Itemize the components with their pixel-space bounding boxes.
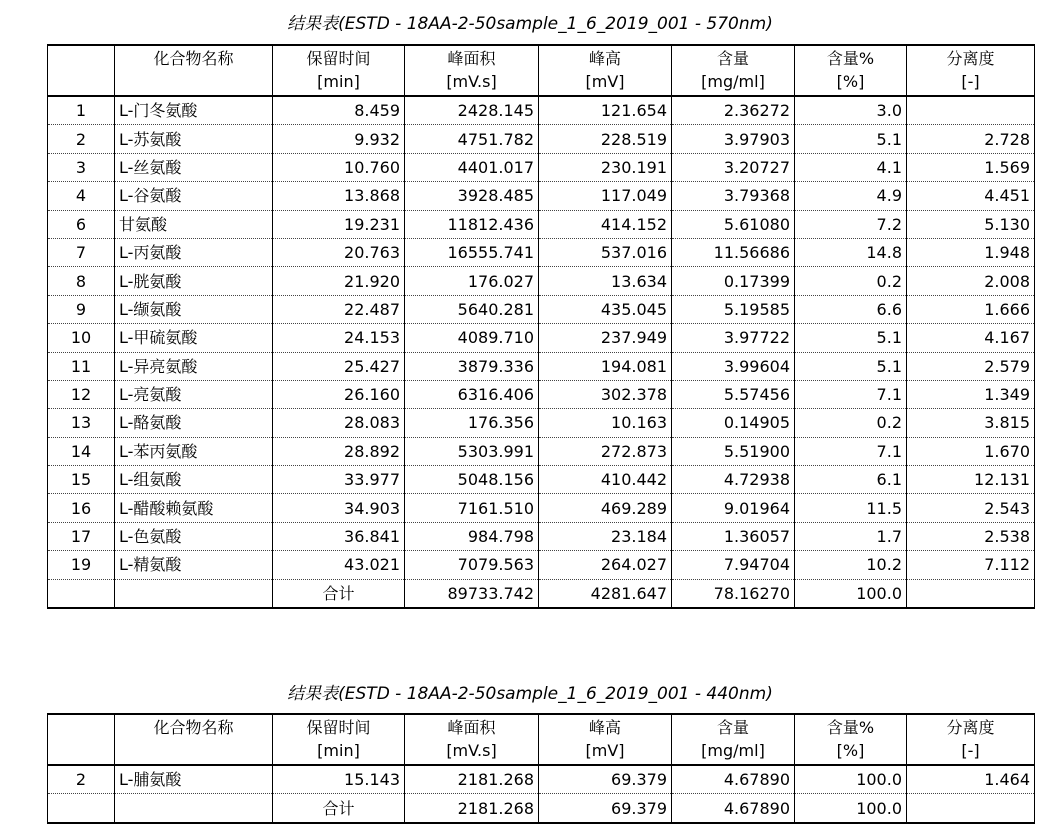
cell-content: 3.20727: [672, 153, 795, 181]
cell-resolution: 7.112: [907, 551, 1035, 579]
cell-peak-area: 7161.510: [405, 494, 539, 522]
cell-peak-height: 410.442: [539, 466, 672, 494]
cell-peak-height: 117.049: [539, 182, 672, 210]
header-compound-name-line2: [119, 739, 268, 762]
cell-retention-time: 20.763: [273, 238, 405, 266]
cell-retention-time: 15.143: [273, 765, 405, 794]
cell-row-id: 10: [48, 324, 115, 352]
header-resolution-line1: 分离度: [946, 49, 995, 68]
cell-resolution: 5.130: [907, 210, 1035, 238]
total-height: 69.379: [539, 794, 672, 823]
cell-resolution: 12.131: [907, 466, 1035, 494]
table-row: [48, 267, 1035, 295]
cell-compound-name: L-丝氨酸: [115, 153, 273, 181]
header-content: [672, 714, 795, 765]
cell-retention-time: 28.892: [273, 437, 405, 465]
table-title-570nm: 结果表(ESTD - 18AA-2-50sample_1_6_2019_001 - 570nm): [287, 14, 773, 34]
cell-peak-area: 176.027: [405, 267, 539, 295]
header-peak-area-line1: 峰面积: [447, 718, 496, 737]
cell-compound-name: L-醋酸赖氨酸: [115, 494, 273, 522]
cell-peak-height: 228.519: [539, 125, 672, 153]
table-row: [48, 125, 1035, 153]
cell-retention-time: 25.427: [273, 352, 405, 380]
cell-content: 3.99604: [672, 352, 795, 380]
total-percent: 100.0: [795, 579, 907, 608]
header-peak-height: [539, 714, 672, 765]
cell-peak-height: 13.634: [539, 267, 672, 295]
header-peak-height-line2: [mV]: [585, 741, 625, 760]
cell-content-percent: 11.5: [795, 494, 907, 522]
cell-compound-name: L-门冬氨酸: [115, 96, 273, 125]
cell-resolution: 2.538: [907, 522, 1035, 550]
cell-peak-height: 414.152: [539, 210, 672, 238]
header-retention-time: [273, 45, 405, 96]
cell-content: 1.36057: [672, 522, 795, 550]
table-row: [48, 182, 1035, 210]
cell-retention-time: 33.977: [273, 466, 405, 494]
cell-content-percent: 3.0: [795, 96, 907, 125]
cell-row-id: 7: [48, 238, 115, 266]
header-retention-time-line2: [min]: [317, 72, 360, 91]
table-row: [48, 522, 1035, 550]
cell-peak-area: 2428.145: [405, 96, 539, 125]
cell-content: 5.57456: [672, 380, 795, 408]
cell-empty: [48, 794, 115, 823]
table-row: [48, 765, 1035, 794]
cell-retention-time: 26.160: [273, 380, 405, 408]
table-row: [48, 324, 1035, 352]
table-row: [48, 380, 1035, 408]
cell-peak-height: 194.081: [539, 352, 672, 380]
header-content-line1: 含量: [716, 49, 749, 68]
cell-compound-name: L-苏氨酸: [115, 125, 273, 153]
cell-compound-name: L-谷氨酸: [115, 182, 273, 210]
cell-peak-height: 469.289: [539, 494, 672, 522]
header-content: [672, 45, 795, 96]
cell-peak-height: 272.873: [539, 437, 672, 465]
cell-empty: [115, 794, 273, 823]
header-peak-height: [539, 45, 672, 96]
cell-retention-time: 21.920: [273, 267, 405, 295]
header-peak-height-line2: [mV]: [585, 72, 625, 91]
cell-content-percent: 4.1: [795, 153, 907, 181]
cell-row-id: 2: [48, 765, 115, 794]
total-percent: 100.0: [795, 794, 907, 823]
header-row-id-line1: [52, 47, 110, 70]
cell-resolution: 1.349: [907, 380, 1035, 408]
header-content-line2: [mg/ml]: [701, 72, 765, 91]
cell-peak-area: 4751.782: [405, 125, 539, 153]
header-compound-name-line2: [119, 70, 268, 93]
header-resolution-line2: [-]: [961, 72, 980, 91]
cell-resolution: 4.451: [907, 182, 1035, 210]
header-peak-height-line1: 峰高: [588, 718, 621, 737]
cell-compound-name: L-亮氨酸: [115, 380, 273, 408]
table-row: [48, 96, 1035, 125]
cell-compound-name: L-异亮氨酸: [115, 352, 273, 380]
table-row: [48, 494, 1035, 522]
cell-content-percent: 10.2: [795, 551, 907, 579]
total-row: [48, 579, 1035, 608]
header-peak-area: [405, 714, 539, 765]
cell-empty: [48, 579, 115, 608]
cell-resolution: 1.948: [907, 238, 1035, 266]
cell-resolution: 1.670: [907, 437, 1035, 465]
cell-peak-area: 4089.710: [405, 324, 539, 352]
cell-row-id: 3: [48, 153, 115, 181]
cell-content: 9.01964: [672, 494, 795, 522]
cell-content: 7.94704: [672, 551, 795, 579]
header-retention-time: [273, 714, 405, 765]
table-row: [48, 551, 1035, 579]
cell-resolution: 2.728: [907, 125, 1035, 153]
cell-content-percent: 100.0: [795, 765, 907, 794]
cell-content-percent: 14.8: [795, 238, 907, 266]
cell-compound-name: 甘氨酸: [115, 210, 273, 238]
cell-compound-name: L-脯氨酸: [115, 765, 273, 794]
cell-retention-time: 28.083: [273, 409, 405, 437]
cell-peak-area: 7079.563: [405, 551, 539, 579]
cell-row-id: 16: [48, 494, 115, 522]
cell-peak-area: 984.798: [405, 522, 539, 550]
cell-content: 3.97722: [672, 324, 795, 352]
cell-peak-area: 5303.991: [405, 437, 539, 465]
cell-peak-height: 69.379: [539, 765, 672, 794]
cell-peak-height: 10.163: [539, 409, 672, 437]
table-row: [48, 409, 1035, 437]
cell-compound-name: L-缬氨酸: [115, 295, 273, 323]
cell-retention-time: 36.841: [273, 522, 405, 550]
cell-peak-area: 4401.017: [405, 153, 539, 181]
cell-peak-area: 6316.406: [405, 380, 539, 408]
cell-peak-height: 23.184: [539, 522, 672, 550]
cell-content: 11.56686: [672, 238, 795, 266]
header-resolution: [907, 714, 1035, 765]
cell-row-id: 2: [48, 125, 115, 153]
cell-compound-name: L-胱氨酸: [115, 267, 273, 295]
cell-content-percent: 5.1: [795, 324, 907, 352]
cell-retention-time: 9.932: [273, 125, 405, 153]
header-retention-time-line1: 保留时间: [306, 718, 371, 737]
header-retention-time-line2: [min]: [317, 741, 360, 760]
cell-retention-time: 19.231: [273, 210, 405, 238]
cell-retention-time: 34.903: [273, 494, 405, 522]
cell-peak-height: 537.016: [539, 238, 672, 266]
total-content: 78.16270: [672, 579, 795, 608]
cell-peak-height: 435.045: [539, 295, 672, 323]
cell-resolution: 1.464: [907, 765, 1035, 794]
cell-resolution: [907, 96, 1035, 125]
header-compound-name: [115, 45, 273, 96]
cell-peak-area: 3879.336: [405, 352, 539, 380]
cell-compound-name: L-丙氨酸: [115, 238, 273, 266]
header-resolution-line1: 分离度: [946, 718, 995, 737]
cell-content: 4.67890: [672, 765, 795, 794]
cell-content-percent: 6.6: [795, 295, 907, 323]
header-peak-area-line1: 峰面积: [447, 49, 496, 68]
total-area: 89733.742: [405, 579, 539, 608]
cell-content-percent: 6.1: [795, 466, 907, 494]
header-row-id-line2: [52, 739, 110, 762]
header-row-id-line2: [52, 70, 110, 93]
table-title-440nm: 结果表(ESTD - 18AA-2-50sample_1_6_2019_001 - 440nm): [287, 684, 773, 704]
cell-content-percent: 5.1: [795, 125, 907, 153]
cell-content: 2.36272: [672, 96, 795, 125]
cell-peak-height: 237.949: [539, 324, 672, 352]
header-content-percent: [795, 714, 907, 765]
header-resolution: [907, 45, 1035, 96]
header-compound-name-line1: 化合物名称: [153, 49, 234, 68]
total-label: 合计: [273, 794, 405, 823]
header-compound-name-line1: 化合物名称: [153, 718, 234, 737]
cell-row-id: 17: [48, 522, 115, 550]
table-row: [48, 352, 1035, 380]
header-retention-time-line1: 保留时间: [306, 49, 371, 68]
cell-peak-area: 2181.268: [405, 765, 539, 794]
cell-peak-area: 176.356: [405, 409, 539, 437]
table-row: [48, 437, 1035, 465]
header-compound-name: [115, 714, 273, 765]
cell-compound-name: L-组氨酸: [115, 466, 273, 494]
cell-peak-height: 264.027: [539, 551, 672, 579]
cell-row-id: 14: [48, 437, 115, 465]
cell-row-id: 6: [48, 210, 115, 238]
header-content-percent-line2: [%]: [836, 72, 865, 91]
cell-row-id: 19: [48, 551, 115, 579]
cell-resolution: 1.666: [907, 295, 1035, 323]
cell-content: 5.51900: [672, 437, 795, 465]
cell-retention-time: 22.487: [273, 295, 405, 323]
header-row: [48, 714, 1035, 765]
header-resolution-line2: [-]: [961, 741, 980, 760]
cell-peak-area: 3928.485: [405, 182, 539, 210]
cell-content: 4.72938: [672, 466, 795, 494]
header-content-percent-line2: [%]: [836, 741, 865, 760]
cell-peak-area: 11812.436: [405, 210, 539, 238]
header-content-percent: [795, 45, 907, 96]
cell-empty: [907, 579, 1035, 608]
header-row-id-line1: [52, 716, 110, 739]
cell-retention-time: 8.459: [273, 96, 405, 125]
cell-content: 3.97903: [672, 125, 795, 153]
cell-row-id: 13: [48, 409, 115, 437]
header-row: [48, 45, 1035, 96]
cell-compound-name: L-色氨酸: [115, 522, 273, 550]
cell-content-percent: 1.7: [795, 522, 907, 550]
cell-retention-time: 43.021: [273, 551, 405, 579]
cell-row-id: 1: [48, 96, 115, 125]
cell-row-id: 4: [48, 182, 115, 210]
cell-peak-area: 16555.741: [405, 238, 539, 266]
cell-compound-name: L-精氨酸: [115, 551, 273, 579]
header-content-percent-line1: 含量%: [826, 718, 875, 737]
header-row-id: [48, 45, 115, 96]
total-row: [48, 794, 1035, 823]
cell-peak-height: 302.378: [539, 380, 672, 408]
cell-resolution: 4.167: [907, 324, 1035, 352]
cell-content: 0.17399: [672, 267, 795, 295]
cell-peak-area: 5048.156: [405, 466, 539, 494]
cell-content-percent: 7.1: [795, 380, 907, 408]
total-height: 4281.647: [539, 579, 672, 608]
table-row: [48, 210, 1035, 238]
header-peak-area-line2: [mV.s]: [446, 741, 497, 760]
cell-content-percent: 5.1: [795, 352, 907, 380]
cell-retention-time: 13.868: [273, 182, 405, 210]
results-table-570nm: [47, 44, 1035, 609]
cell-resolution: 2.008: [907, 267, 1035, 295]
header-peak-area-line2: [mV.s]: [446, 72, 497, 91]
header-peak-height-line1: 峰高: [588, 49, 621, 68]
table-row: [48, 238, 1035, 266]
total-label: 合计: [273, 579, 405, 608]
cell-resolution: 1.569: [907, 153, 1035, 181]
cell-content: 5.61080: [672, 210, 795, 238]
cell-empty: [907, 794, 1035, 823]
cell-compound-name: L-苯丙氨酸: [115, 437, 273, 465]
cell-peak-height: 230.191: [539, 153, 672, 181]
header-peak-area: [405, 45, 539, 96]
cell-retention-time: 24.153: [273, 324, 405, 352]
cell-row-id: 8: [48, 267, 115, 295]
cell-compound-name: L-酪氨酸: [115, 409, 273, 437]
cell-content-percent: 0.2: [795, 409, 907, 437]
cell-resolution: 3.815: [907, 409, 1035, 437]
cell-peak-height: 121.654: [539, 96, 672, 125]
cell-empty: [115, 579, 273, 608]
cell-content-percent: 0.2: [795, 267, 907, 295]
results-table-440nm: [47, 713, 1035, 824]
cell-retention-time: 10.760: [273, 153, 405, 181]
cell-content: 5.19585: [672, 295, 795, 323]
header-content-percent-line1: 含量%: [826, 49, 875, 68]
cell-row-id: 9: [48, 295, 115, 323]
table-row: [48, 153, 1035, 181]
table-row: [48, 466, 1035, 494]
cell-row-id: 15: [48, 466, 115, 494]
cell-peak-area: 5640.281: [405, 295, 539, 323]
cell-content: 0.14905: [672, 409, 795, 437]
cell-resolution: 2.543: [907, 494, 1035, 522]
cell-content-percent: 4.9: [795, 182, 907, 210]
table-row: [48, 295, 1035, 323]
header-content-line1: 含量: [716, 718, 749, 737]
cell-compound-name: L-甲硫氨酸: [115, 324, 273, 352]
cell-resolution: 2.579: [907, 352, 1035, 380]
cell-content-percent: 7.1: [795, 437, 907, 465]
total-content: 4.67890: [672, 794, 795, 823]
cell-content-percent: 7.2: [795, 210, 907, 238]
cell-content: 3.79368: [672, 182, 795, 210]
header-row-id: [48, 714, 115, 765]
cell-row-id: 11: [48, 352, 115, 380]
header-content-line2: [mg/ml]: [701, 741, 765, 760]
cell-row-id: 12: [48, 380, 115, 408]
total-area: 2181.268: [405, 794, 539, 823]
